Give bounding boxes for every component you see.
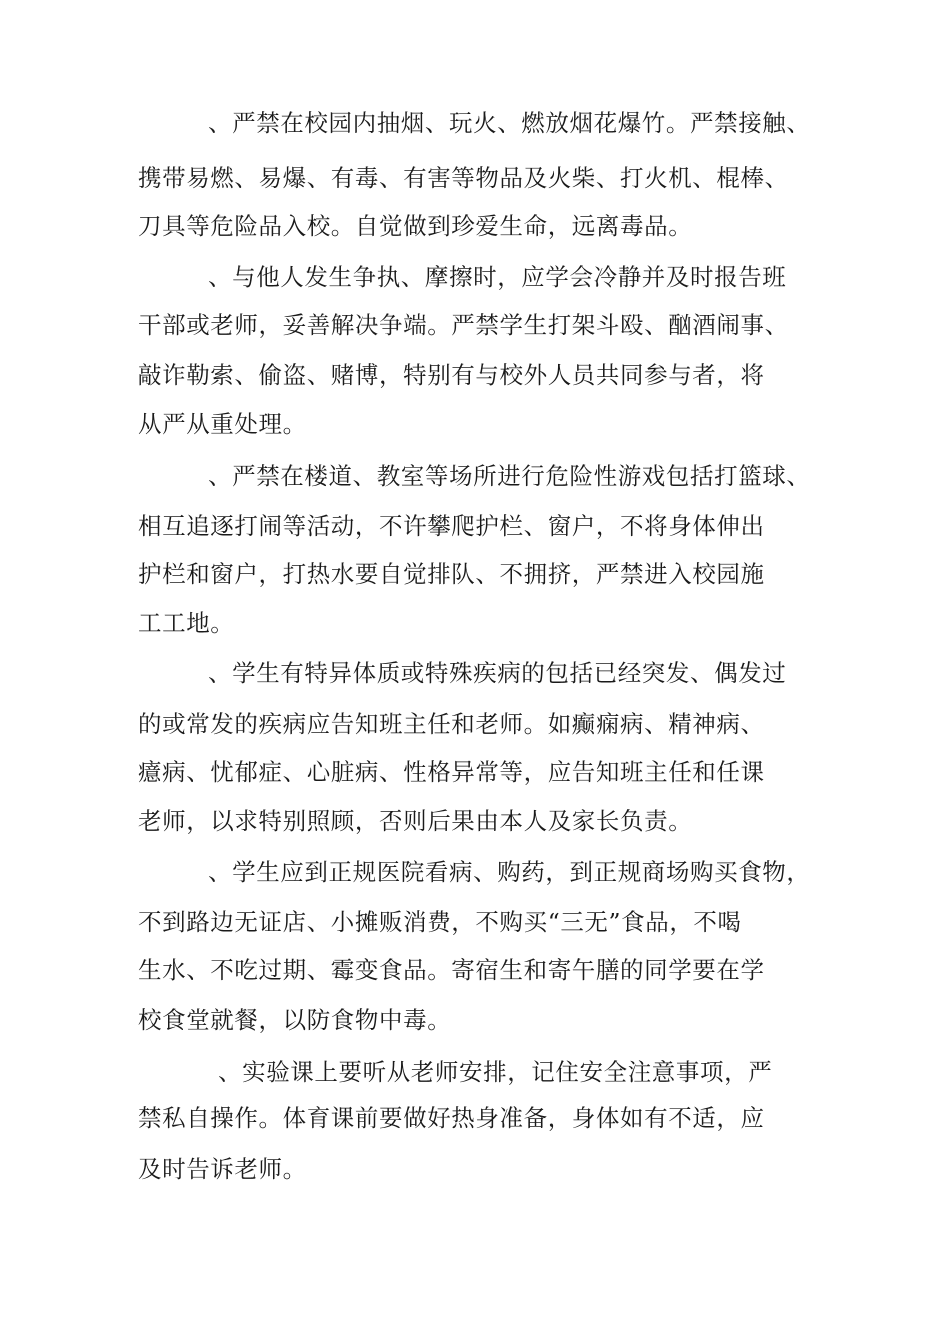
paragraph-1-line-3: 刀具等危险品入校。自觉做到珍爱生命，远离毒品。 xyxy=(138,212,693,240)
paragraph-4-line-4: 老师，以求特别照顾，否则后果由本人及家长负责。 xyxy=(138,807,693,835)
paragraph-5-line-4: 校食堂就餐，以防食物中毒。 xyxy=(138,1006,452,1034)
paragraph-4-line-2: 的或常发的疾病应告知班主任和老师。如癫痫病、精神病、 xyxy=(138,710,765,738)
paragraph-2-line-2: 干部或老师，妥善解决争端。严禁学生打架斗殴、酗酒闹事、 xyxy=(138,311,789,339)
paragraph-2-line-4: 从严从重处理。 xyxy=(138,410,307,438)
paragraph-1-line-1: 、严禁在校园内抽烟、玩火、燃放烟花爆竹。严禁接触、 xyxy=(208,109,811,137)
paragraph-6-line-1: 、实验课上要听从老师安排，记住安全注意事项，严 xyxy=(218,1058,773,1086)
paragraph-4-line-1: 、学生有特异体质或特殊疾病的包括已经突发、偶发过 xyxy=(208,659,787,687)
paragraph-3-line-4: 工工地。 xyxy=(138,609,235,637)
paragraph-6-line-2: 禁私自操作。体育课前要做好热身准备，身体如有不适，应 xyxy=(138,1104,765,1132)
paragraph-3-line-2: 相互追逐打闹等活动，不许攀爬护栏、窗户，不将身体伸出 xyxy=(138,512,765,540)
paragraph-4-line-3: 癔病、忧郁症、心脏病、性格异常等，应告知班主任和任课 xyxy=(138,758,765,786)
paragraph-2-line-1: 、与他人发生争执、摩擦时，应学会冷静并及时报告班 xyxy=(208,263,787,291)
paragraph-5-line-3: 生水、不吃过期、霉变食品。寄宿生和寄午膳的同学要在学 xyxy=(138,956,765,984)
paragraph-5-line-1: 、学生应到正规医院看病、购药，到正规商场购买食物， xyxy=(208,858,811,886)
paragraph-3-line-3: 护栏和窗户，打热水要自觉排队、不拥挤，严禁进入校园施 xyxy=(138,560,765,588)
paragraph-3-line-1: 、严禁在楼道、教室等场所进行危险性游戏包括打篮球、 xyxy=(208,462,811,490)
paragraph-5-line-2: 不到路边无证店、小摊贩消费，不购买“三无”食品，不喝 xyxy=(138,908,742,936)
paragraph-1-line-2: 携带易燃、易爆、有毒、有害等物品及火柴、打火机、棍棒、 xyxy=(138,164,789,192)
paragraph-2-line-3: 敲诈勒索、偷盗、赌博，特别有与校外人员共同参与者，将 xyxy=(138,361,765,389)
paragraph-6-line-3: 及时告诉老师。 xyxy=(138,1155,307,1183)
